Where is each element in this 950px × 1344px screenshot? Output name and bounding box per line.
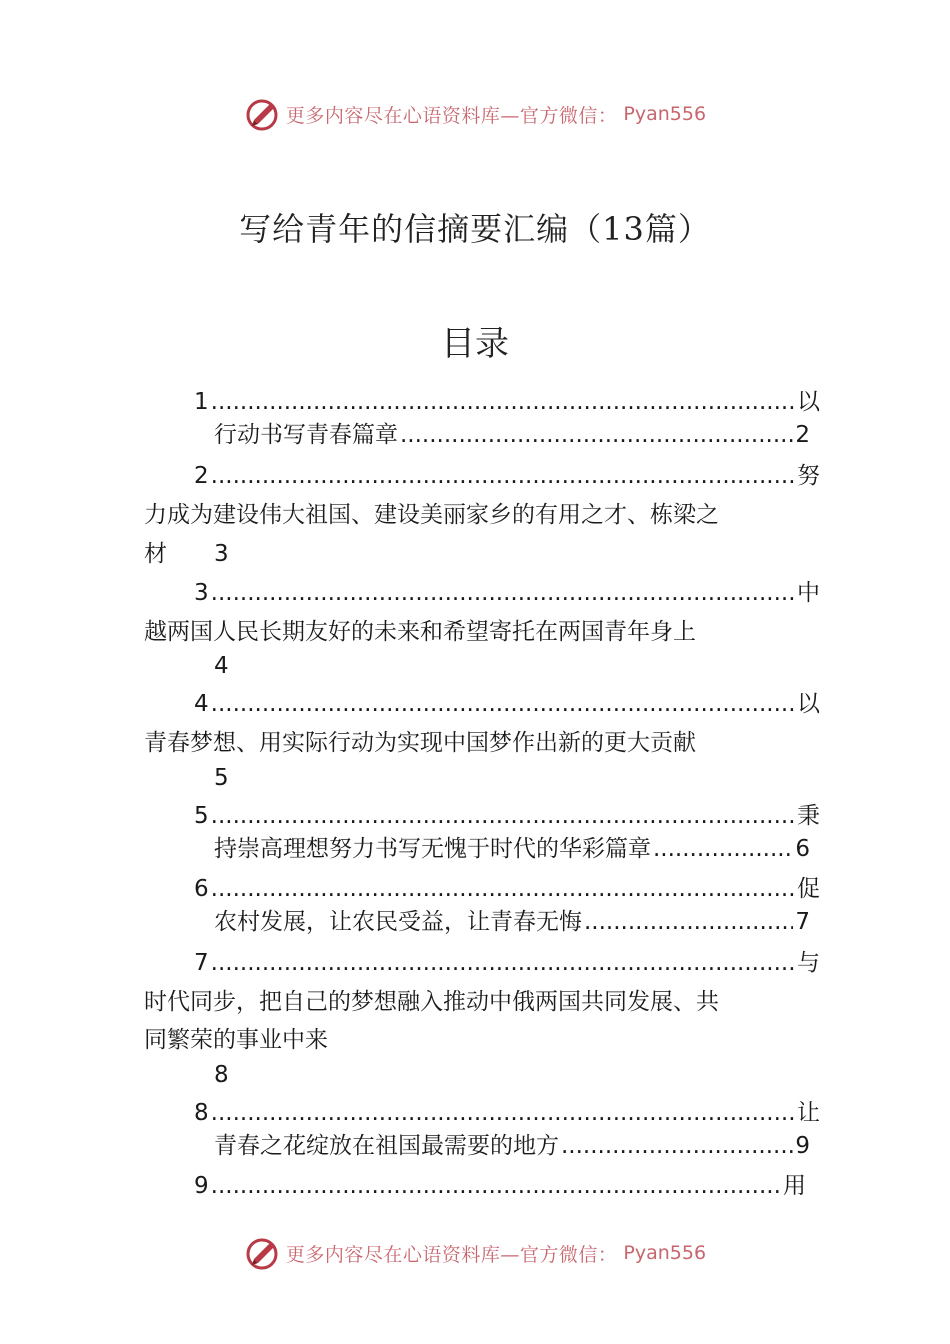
- toc-entry-page: 8: [214, 1062, 229, 1088]
- toc-entry-page: 3: [214, 541, 229, 567]
- toc-entry-5[interactable]: [194, 800, 820, 832]
- toc-entry-7-title-line[interactable]: [144, 1024, 328, 1056]
- toc-entry-first-char: 以: [797, 691, 820, 717]
- toc-entry-page: 4: [214, 653, 229, 679]
- toc-entry-title: 材: [144, 541, 167, 567]
- toc-entry-title: 持崇高理想努力书写无愧于时代的华彩篇章: [214, 836, 651, 862]
- toc-leader-dots: [211, 688, 795, 720]
- toc-entry-3[interactable]: [194, 577, 820, 609]
- toc-entry-9[interactable]: [194, 1170, 806, 1202]
- toc-entry-first-char: 以: [797, 389, 820, 415]
- toc-entry-2-title-line[interactable]: [144, 538, 167, 570]
- toc-leader-dots: [211, 577, 795, 609]
- toc-entry-2-page[interactable]: [214, 538, 229, 570]
- toc-leader-dots: [211, 800, 795, 832]
- toc-entry-number: 8: [194, 1100, 209, 1126]
- toc-entry-page: 7: [795, 909, 810, 935]
- toc-entry-number: 4: [194, 691, 209, 717]
- toc-entry-8-title-line[interactable]: [214, 1130, 810, 1162]
- toc-entry-title: 时代同步，把自己的梦想融入推动中俄两国共同发展、共: [144, 989, 719, 1015]
- toc-entry-first-char: 促: [797, 876, 820, 902]
- toc-entry-title: 越两国人民长期友好的未来和希望寄托在两国青年身上: [144, 619, 696, 645]
- document-title: 写给青年的信摘要汇编（13篇）: [239, 210, 711, 248]
- toc-entry-first-char: 让: [797, 1100, 820, 1126]
- toc-entry-number: 1: [194, 389, 209, 415]
- toc-entry-7-page[interactable]: [214, 1059, 229, 1091]
- toc-entry-number: 3: [194, 580, 209, 606]
- toc-leader-dots: [211, 1170, 781, 1202]
- toc-entry-title: 力成为建设伟大祖国、建设美丽家乡的有用之才、栋梁之: [144, 502, 719, 528]
- toc-leader-dots: [584, 906, 793, 938]
- toc-entry-title: 青春之花绽放在祖国最需要的地方: [214, 1133, 559, 1159]
- toc-entry-first-char: 用: [783, 1173, 806, 1199]
- toc-entry-title: 行动书写青春篇章: [214, 422, 398, 448]
- toc-entry-page: 2: [795, 422, 810, 448]
- toc-entry-title: 同繁荣的事业中来: [144, 1027, 328, 1053]
- toc-entry-6[interactable]: [194, 873, 820, 905]
- toc-entry-first-char: 中: [797, 580, 820, 606]
- toc-leader-dots: [211, 1097, 795, 1129]
- toc-entry-4-title-line[interactable]: [144, 727, 696, 759]
- toc-entry-page: 9: [795, 1133, 810, 1159]
- toc-entry-1-title-line[interactable]: [214, 419, 810, 451]
- toc-entry-5-title-line[interactable]: [214, 833, 810, 865]
- toc-entry-first-char: 努: [797, 463, 820, 489]
- pen-circle-logo-icon: [244, 96, 280, 132]
- toc-leader-dots: [211, 386, 795, 418]
- toc-leader-dots: [211, 947, 795, 979]
- toc-entry-4[interactable]: [194, 688, 820, 720]
- pen-circle-logo-icon: [244, 1235, 280, 1271]
- toc-leader-dots: [400, 419, 793, 451]
- footer-banner: [0, 1231, 950, 1275]
- toc-entry-first-char: 与: [797, 950, 820, 976]
- toc-entry-first-char: 秉: [797, 803, 820, 829]
- toc-entry-2[interactable]: [194, 460, 820, 492]
- banner-text: 更多内容尽在心语资料库—官方微信：: [285, 104, 618, 127]
- toc-heading: 目录: [441, 324, 509, 364]
- banner-wechat-id: Pyan556: [623, 1242, 707, 1264]
- toc-entry-4-page[interactable]: [214, 762, 229, 794]
- toc-entry-3-page[interactable]: [214, 650, 229, 682]
- toc-leader-dots: [211, 873, 795, 905]
- toc-entry-page: 6: [795, 836, 810, 862]
- toc-leader-dots: [561, 1130, 793, 1162]
- toc-entry-number: 5: [194, 803, 209, 829]
- toc-entry-2-title-line[interactable]: [144, 499, 719, 531]
- toc-leader-dots: [211, 460, 795, 492]
- toc-leader-dots: [653, 833, 793, 865]
- toc-entry-7[interactable]: [194, 947, 820, 979]
- toc-entry-title: 农村发展，让农民受益，让青春无悔: [214, 909, 582, 935]
- toc-entry-1[interactable]: [194, 386, 820, 418]
- toc-entry-title: 青春梦想、用实际行动为实现中国梦作出新的更大贡献: [144, 730, 696, 756]
- toc-entry-number: 7: [194, 950, 209, 976]
- toc-entry-3-title-line[interactable]: [144, 616, 696, 648]
- toc-entry-number: 2: [194, 463, 209, 489]
- banner-wechat-id: Pyan556: [623, 103, 707, 125]
- header-banner: [0, 92, 950, 136]
- toc-entry-6-title-line[interactable]: [214, 906, 810, 938]
- toc-entry-number: 9: [194, 1173, 209, 1199]
- toc-entry-8[interactable]: [194, 1097, 820, 1129]
- banner-text: 更多内容尽在心语资料库—官方微信：: [285, 1243, 618, 1266]
- toc-entry-page: 5: [214, 765, 229, 791]
- toc-entry-7-title-line[interactable]: [144, 986, 719, 1018]
- toc-entry-number: 6: [194, 876, 209, 902]
